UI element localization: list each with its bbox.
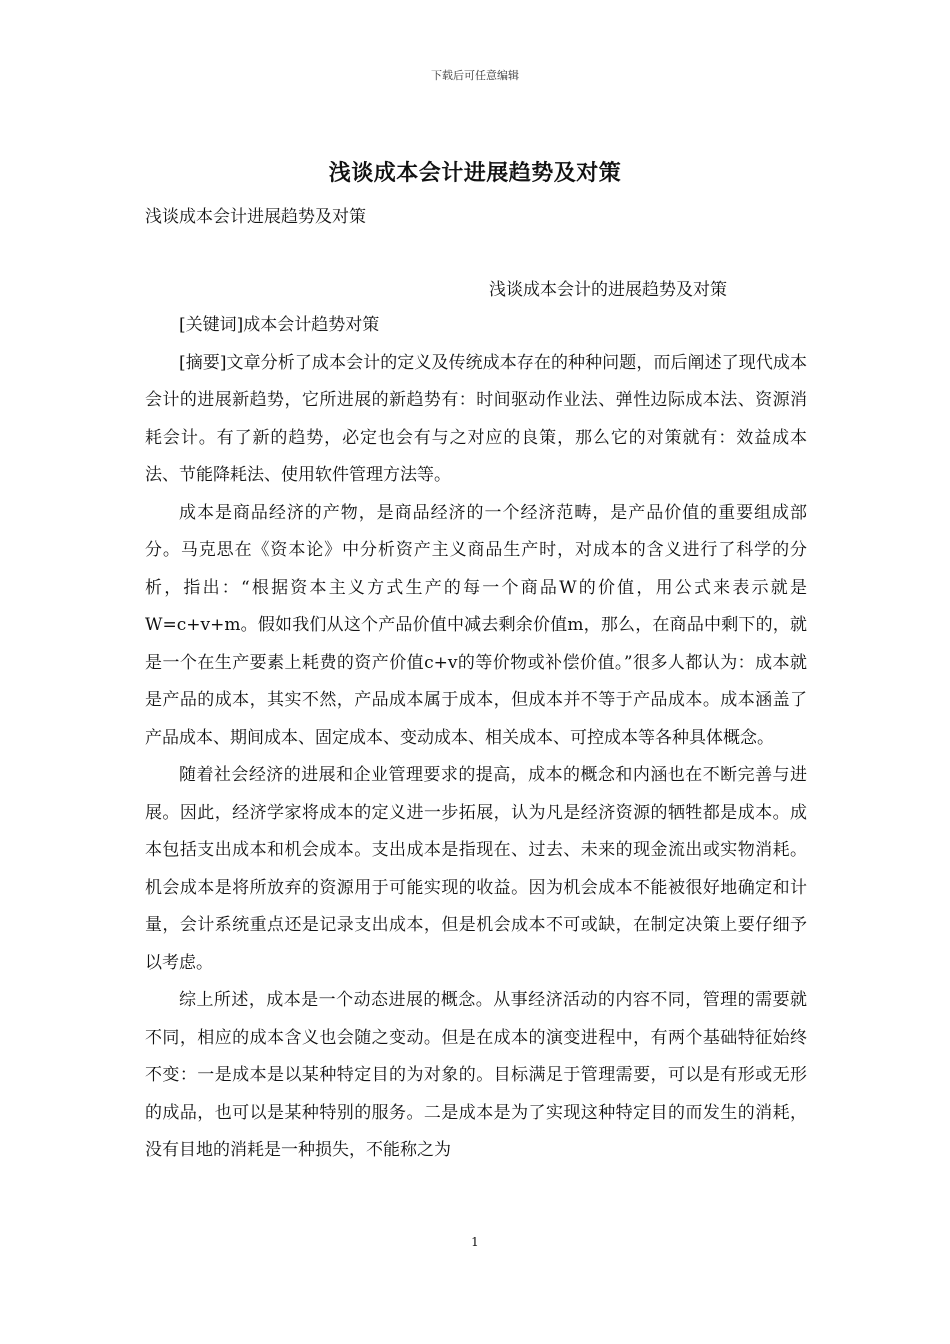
body-paragraph: 随着社会经济的进展和企业管理要求的提高，成本的概念和内涵也在不断完善与进展。因此，经济学家将成本的定义进一步拓展，认为凡是经济资源的牺牲都是成本。成本包括支出成本和机会成本。支出成本是指现在、过去、未来的现金流出或实物消耗。机会成本是将所放弃的资源用于可能实现的收益。因为机会成本不能被很好地确定和计量，会计系统重点还是记录支出成本，但是机会成本不可或缺，在制定决策上要仔细予以考虑。 <box>145 765 807 973</box>
body-paragraph: 成本是商品经济的产物，是商品经济的一个经济范畴，是产品价值的重要组成部分。马克思在《资本论》中分析资产主义商品生产时，对成本的含义进行了科学的分析，指出：“根据资本主义方式生产的每一个商品W的价值，用公式来表示就是W=c+v+m。假如我们从这个产品价值中减去剩余价值m，那么，在商品中剩下的，就是一个在生产要素上耗费的资产价值c+v的等价物或补偿价值。”很多人都认为：成本就是产品的成本，其实不然，产品成本属于成本，但成本并不等于产品成本。成本涵盖了产品成本、期间成本、固定成本、变动成本、相关成本、可控成本等各种具体概念。 <box>145 502 807 748</box>
subtitle-left: 浅谈成本会计进展趋势及对策 <box>145 207 366 227</box>
page-number: 1 <box>471 1235 479 1249</box>
document-title: 浅谈成本会计进展趋势及对策 <box>328 161 622 186</box>
abstract-paragraph: [摘要]文章分析了成本会计的定义及传统成本存在的种种问题，而后阐述了现代成本会计的进展新趋势，它所进展的新趋势有：时间驱动作业法、弹性边际成本法、资源消耗会计。有了新的趋势，必定也会有与之对应的良策，那么它的对策就有：效益成本法、节能降耗法、使用软件管理方法等。 <box>145 352 807 485</box>
keywords-paragraph: [关键词]成本会计趋势对策 <box>179 315 380 335</box>
subtitle-right: 浅谈成本会计的进展趋势及对策 <box>489 280 727 300</box>
body-paragraph: 综上所述，成本是一个动态进展的概念。从事经济活动的内容不同，管理的需要就不同，相应的成本含义也会随之变动。但是在成本的演变进程中，有两个基础特征始终不变：一是成本是以某种特定目的为对象的。目标满足于管理需要，可以是有形或无形的成品，也可以是某种特别的服务。二是成本是为了实现这种特定目的而发生的消耗，没有目地的消耗是一种损失，不能称之为 <box>145 990 807 1160</box>
header-note: 下载后可任意编辑 <box>431 69 519 82</box>
body-text <box>145 307 807 1170</box>
